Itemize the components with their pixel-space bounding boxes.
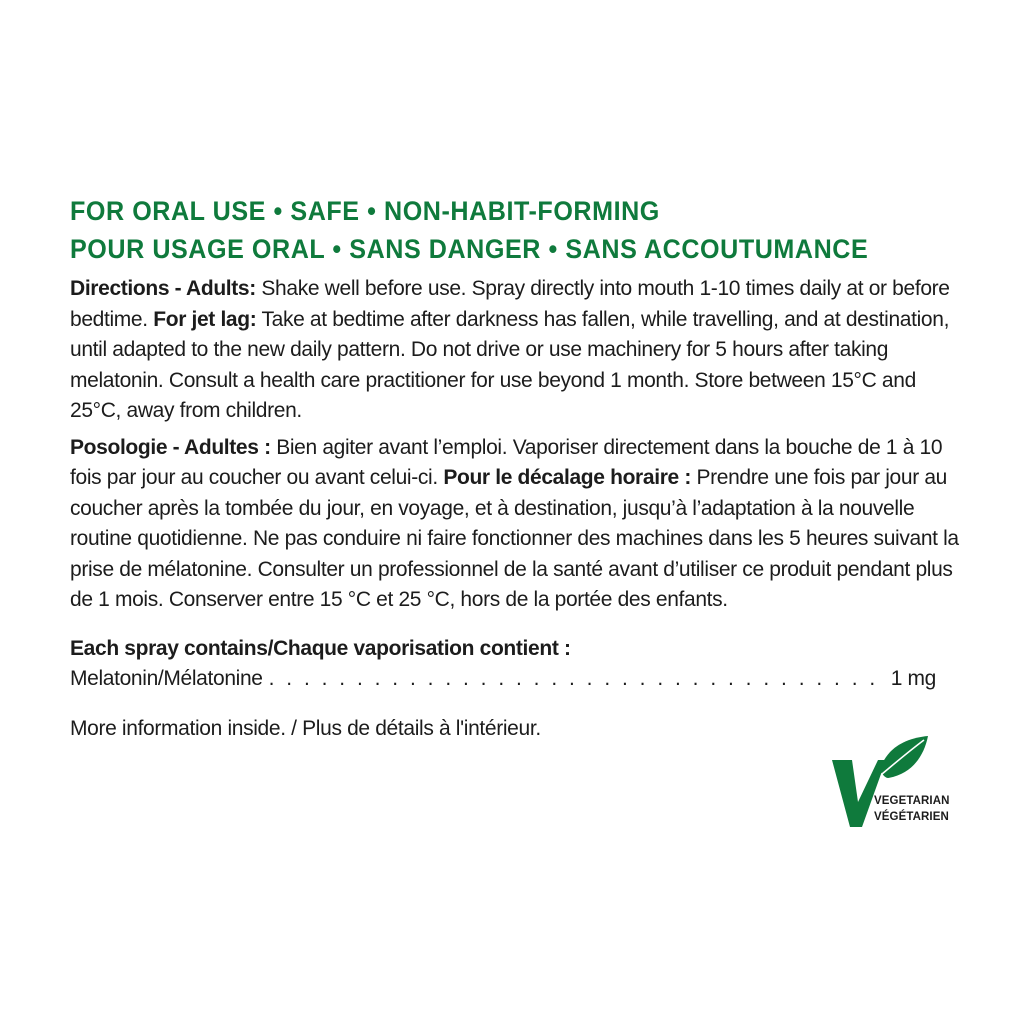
ingredient-name: Melatonin/Mélatonine <box>70 667 263 690</box>
directions-french-label: Posologie - Adultes : <box>70 435 271 459</box>
ingredient-row <box>70 664 936 694</box>
directions-french <box>70 433 960 616</box>
jet-lag-label-english: For jet lag: <box>153 307 257 331</box>
ingredients-heading-text: Each spray contains/Chaque vaporisation contient : <box>70 636 571 660</box>
directions-english-text-1: Shake well before use. Spray directly into mouth 1-10 times daily at or before bedtime. <box>70 277 950 331</box>
vegetarian-french: VÉGÉTARIEN <box>874 811 949 823</box>
dot-leader <box>269 664 885 694</box>
headline-english: FOR ORAL USE • SAFE • NON-HABIT-FORMING <box>70 196 660 226</box>
directions-english-text-2: Take at bedtime after darkness has fallen, while travelling, and at destination, until adapted to the new daily pattern. Do not drive or use machinery for 5 hours after taking melatonin. Consult a health care practitioner for use beyond 1 month. Store between 15°C and 25°C, away from children. <box>70 307 950 422</box>
directions-english-label: Directions - Adults: <box>70 277 256 300</box>
more-info-text: More information inside. / Plus de détails à l'intérieur. <box>70 717 541 740</box>
vegetarian-text <box>874 793 950 825</box>
ingredient-amount: 1 mg <box>890 667 936 690</box>
directions-french-text-1: Bien agiter avant l’emploi. Vaporiser directement dans la bouche de 1 à 10 fois par jour au coucher ou avant celui-ci. <box>70 435 943 489</box>
directions-french-text-2: Prendre une fois par jour au coucher après la tombée du jour, en voyage, et à destination, jusqu’à l’adaptation à la nouvelle routine quotidienne. Ne pas conduire ni faire fonctionner des machines dans les 5 heures suivant la prise de mélatonine. Consulter un professionnel de la santé avant d’utiliser ce produit pendant plus de 1 mois. Conserver entre 15 °C et 25 °C, hors de la portée des enfants. <box>70 466 959 611</box>
vegetarian-badge <box>832 734 962 834</box>
headline-french: POUR USAGE ORAL • SANS DANGER • SANS ACCOUTUMANCE <box>70 234 869 264</box>
jet-lag-label-french: Pour le décalage horaire : <box>443 466 691 489</box>
directions-english <box>70 274 960 427</box>
ingredients-heading <box>70 634 960 665</box>
product-label <box>70 192 960 745</box>
vegetarian-english: VEGETARIAN <box>874 795 950 807</box>
